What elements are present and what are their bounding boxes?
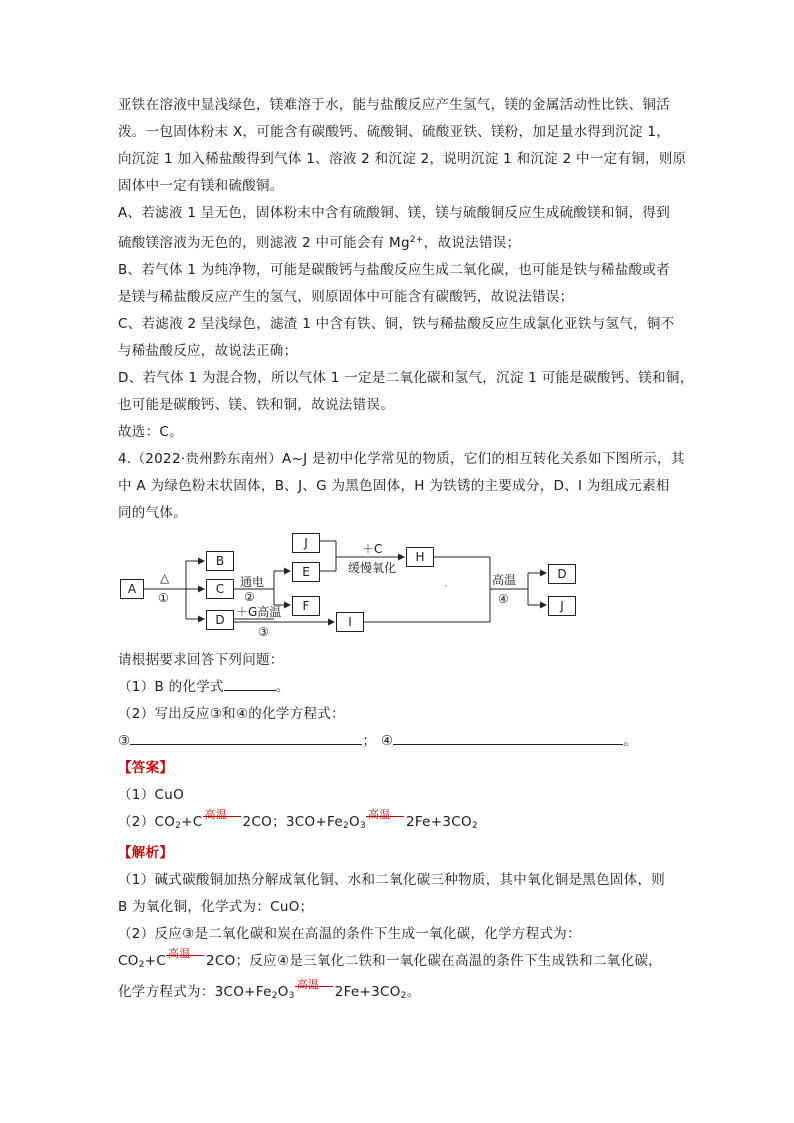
answer-heading: 【答案】 — [118, 760, 174, 776]
condition-arrow — [366, 808, 406, 826]
question-line: 同的气体。 — [118, 505, 187, 521]
option-d-line: D、若气体 1 为混合物，所以气体 1 一定是二氧化碳和氢气，沉淀 1 可能是碳酸钙、镁和铜， — [118, 370, 694, 386]
text: 2CO；3CO+Fe — [242, 814, 343, 830]
high-temp-label: 高温 — [492, 573, 517, 587]
text: +C — [144, 953, 167, 969]
node-i: I — [336, 612, 364, 632]
reaction-number-2: ② — [244, 590, 255, 604]
answer-line-1: （1）CuO — [118, 787, 184, 803]
plus-c-label: ＋C — [362, 542, 383, 556]
text: 硫酸镁溶液为无色的，则滤液 2 中可能会有 Mg — [118, 235, 410, 251]
text: 。 — [406, 984, 421, 1000]
reaction-number-3: ③ — [118, 733, 131, 749]
analysis-line: 向沉淀 1 加入稀盐酸得到气体 1、溶液 2 和沉淀 2，说明沉淀 1 和沉淀 2 中一定有铜，则原 — [118, 151, 687, 167]
reaction-number-4: ④ — [380, 733, 394, 749]
option-d-line: 也可能是碳酸钙、镁、铁和铜，故说法错误。 — [118, 397, 394, 413]
text: 2Fe+3CO — [405, 814, 472, 830]
node-d-product: D — [548, 564, 576, 584]
condition-arrow — [203, 808, 243, 826]
reaction-number-4: ④ — [498, 592, 509, 606]
text: 2Fe+3CO — [334, 984, 401, 1000]
reaction-diagram — [118, 533, 678, 643]
equals-bar — [295, 986, 333, 987]
option-c-line: C、若滤液 2 呈浅绿色，滤渣 1 中含有铁、铜，铁与稀盐酸反应生成氯化亚铁与氢气，铜不 — [118, 316, 675, 332]
answer-line-2 — [118, 809, 678, 840]
electrolysis-label: 通电 — [240, 575, 265, 589]
text: CO — [118, 953, 139, 969]
text: O — [349, 814, 360, 830]
option-a-line: A、若滤液 1 呈无色，固体粉末中含有硫酸铜、镁，镁与硫酸铜反应生成硫酸镁和铜，得到 — [118, 205, 671, 221]
sub-question-1 — [118, 674, 678, 701]
text: 。 — [275, 679, 290, 695]
node-c: C — [206, 579, 234, 599]
subscript: 3 — [288, 991, 295, 1001]
text: 2CO；反应④是三氧化二铁和一氧化碳在高温的条件下生成铁和二氧化碳， — [206, 953, 662, 969]
equals-bar — [203, 816, 241, 817]
answer-blank[interactable] — [393, 730, 623, 745]
explain-line: B 为氧化铜，化学式为：CuO； — [118, 899, 314, 915]
option-c-line: 与稀盐酸反应，故说法正确； — [118, 343, 298, 359]
analysis-line: 亚铁在溶液中显浅绿色，镁难溶于水，能与盐酸反应产生氢气，镁的金属活动性比铁、铜活 — [118, 97, 670, 113]
text: O — [277, 984, 289, 1000]
option-b-line: 是镁与稀盐酸反应产生的氢气，则原固体中可能含有碳酸钙，故说法错误； — [118, 289, 574, 305]
subscript: 2 — [471, 821, 478, 831]
sub-question-2: （2）写出反应③和④的化学方程式： — [118, 706, 345, 722]
explain-line: （1）碱式碳酸铜加热分解成氧化铜、水和二氧化碳三种物质，其中氧化铜是黑色固体，则 — [118, 872, 666, 888]
condition-label: 高温 — [204, 808, 228, 821]
slow-oxidation-label: 缓慢氧化 — [348, 561, 397, 575]
answer-blank[interactable] — [130, 730, 362, 745]
superscript: 2+ — [409, 235, 424, 245]
text: 化学方程式为：3CO+Fe — [118, 984, 272, 1000]
condition-arrow — [295, 978, 335, 996]
analysis-line: 固体中一定有镁和硫酸铜。 — [118, 178, 284, 194]
condition-label: 高温 — [296, 978, 320, 991]
condition-label: 高温 — [367, 808, 391, 821]
node-h: H — [406, 547, 434, 567]
condition-arrow — [166, 947, 206, 965]
choice-line: 故选：C。 — [118, 424, 183, 440]
node-f: F — [292, 596, 320, 616]
text: +C — [181, 814, 203, 830]
equals-bar — [366, 816, 404, 817]
condition-label: 高温 — [168, 947, 191, 960]
heat-symbol: △ — [160, 571, 170, 585]
option-b-line: B、若气体 1 为纯净物，可能是碳酸钙与盐酸反应生成二氧化碳，也可能是铁与稀盐酸或者 — [118, 262, 671, 278]
prompt-intro: 请根据要求回答下列问题： — [118, 652, 284, 668]
text: （2）CO — [118, 814, 176, 830]
node-b: B — [206, 551, 234, 571]
node-d: D — [206, 610, 234, 630]
subscript: 2 — [400, 991, 407, 1001]
explain-line — [118, 948, 678, 979]
equation-blanks — [118, 728, 678, 755]
option-a-line — [118, 227, 678, 257]
text: （1）B 的化学式 — [118, 679, 224, 695]
diagram-arrows — [118, 533, 678, 643]
subscript: 2 — [175, 821, 182, 831]
plus-g-label: ＋G高温 — [236, 605, 282, 619]
node-a: A — [120, 579, 144, 599]
equals-bar — [166, 955, 204, 956]
node-j-product: J — [548, 596, 576, 616]
question-line: 4.（2022·贵州黔东南州）A~J 是初中化学常见的物质，它们的相互转化关系如下图所示，其 — [118, 451, 685, 467]
page-content — [118, 92, 694, 1010]
reaction-number-3: ③ — [258, 625, 269, 639]
text: ； — [362, 733, 377, 749]
text: 。 — [623, 733, 638, 749]
node-e: E — [292, 562, 320, 582]
analysis-line: 泼。一包固体粉末 X，可能含有碳酸钙、硫酸铜、硫酸亚铁、镁粉，加足量水得到沉淀 1， — [118, 124, 671, 140]
subscript: 2 — [342, 821, 349, 831]
subscript: 2 — [271, 991, 278, 1001]
subscript: 3 — [359, 821, 366, 831]
node-j: J — [292, 533, 320, 553]
answer-blank[interactable] — [224, 676, 276, 691]
reaction-number-1: ① — [158, 591, 169, 605]
text: ，故说法错误； — [423, 235, 521, 251]
subscript: 2 — [138, 960, 145, 970]
explain-line — [118, 979, 678, 1010]
stray-dot: · — [444, 579, 448, 593]
explain-line: （2）反应③是二氧化碳和炭在高温的条件下生成一氧化碳，化学方程式为： — [118, 926, 581, 942]
explain-heading: 【解析】 — [118, 845, 174, 861]
question-line: 中 A 为绿色粉末状固体，B、J、G 为黑色固体，H 为铁锈的主要成分，D、I 为组成元素相 — [118, 478, 670, 494]
